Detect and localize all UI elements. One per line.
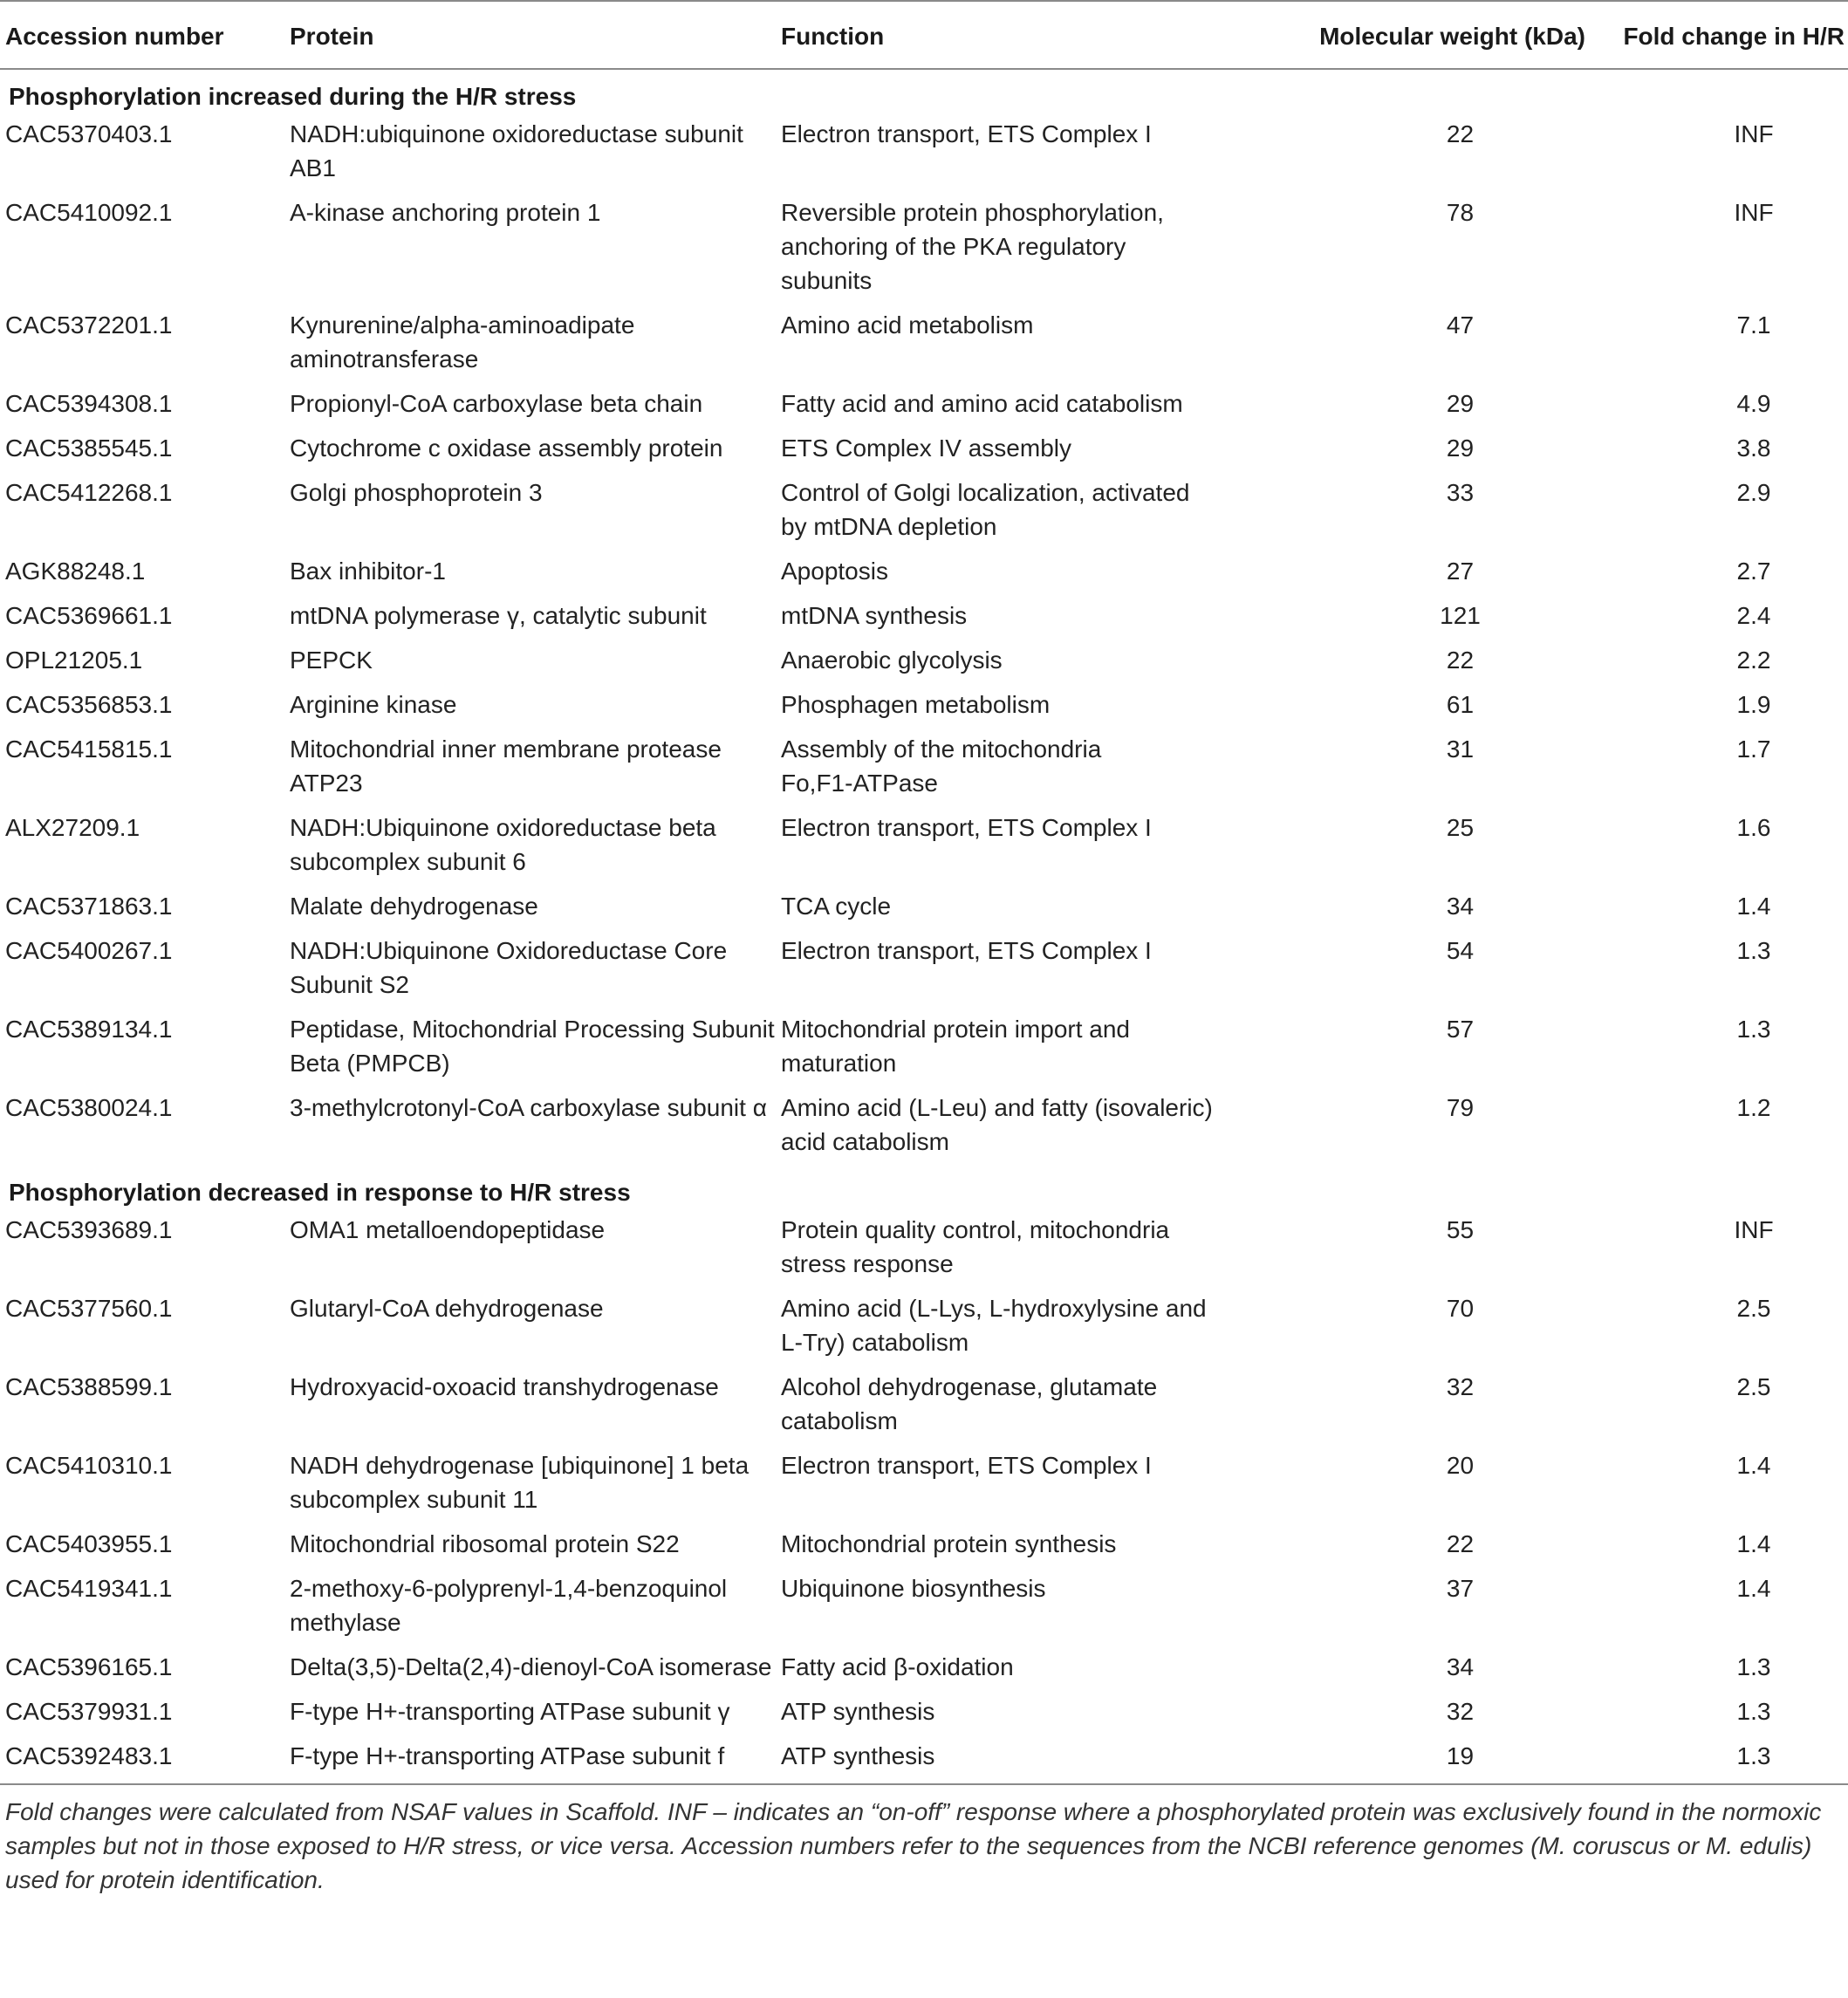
cell-fold-change <box>1598 1009 1848 1087</box>
cell-protein <box>290 729 781 807</box>
cell-molecular-weight <box>1217 192 1598 304</box>
cell-fold-change-text: INF <box>1734 120 1774 147</box>
cell-fold-change <box>1598 729 1848 807</box>
section-title: Phosphorylation decreased in response to H/R stress <box>9 1179 631 1206</box>
cell-molecular-weight-text: 37 <box>1446 1575 1475 1602</box>
cell-molecular-weight-text: 22 <box>1446 1530 1475 1557</box>
header-row <box>0 1 1848 69</box>
cell-accession <box>0 930 290 1009</box>
table-header <box>0 1 1848 69</box>
cell-molecular-weight-text: 32 <box>1446 1373 1475 1400</box>
cell-molecular-weight <box>1217 383 1598 428</box>
cell-protein-text: Golgi phosphoprotein 3 <box>290 479 543 506</box>
cell-fold-change <box>1598 1366 1848 1445</box>
cell-fold-change <box>1598 192 1848 304</box>
cell-protein <box>290 1523 781 1568</box>
cell-protein <box>290 1691 781 1735</box>
cell-accession-text: CAC5371863.1 <box>5 893 173 920</box>
cell-function <box>781 729 1217 807</box>
cell-fold-change-text: INF <box>1734 199 1774 226</box>
cell-accession-text: ALX27209.1 <box>5 814 140 841</box>
cell-accession-text: CAC5369661.1 <box>5 602 173 629</box>
cell-protein <box>290 1568 781 1646</box>
table-row <box>0 640 1848 684</box>
cell-molecular-weight <box>1217 1009 1598 1087</box>
cell-fold-change <box>1598 1646 1848 1691</box>
cell-fold-change-text: 1.2 <box>1736 1094 1771 1121</box>
cell-fold-change <box>1598 1209 1848 1288</box>
cell-molecular-weight-text: 19 <box>1446 1742 1475 1769</box>
table-row <box>0 1646 1848 1691</box>
cell-function-text: Electron transport, ETS Complex I <box>781 814 1152 841</box>
cell-function <box>781 551 1217 595</box>
cell-accession-text: CAC5394308.1 <box>5 390 173 417</box>
cell-protein-text: F-type H+-transporting ATPase subunit f <box>290 1742 725 1769</box>
cell-function <box>781 383 1217 428</box>
cell-protein-text: Hydroxyacid-oxoacid transhydrogenase <box>290 1373 719 1400</box>
cell-protein <box>290 1735 781 1784</box>
cell-function <box>781 428 1217 472</box>
table-row <box>0 472 1848 551</box>
cell-molecular-weight-text: 34 <box>1446 1653 1475 1680</box>
cell-accession <box>0 684 290 729</box>
cell-function-text: Electron transport, ETS Complex I <box>781 937 1152 964</box>
cell-molecular-weight-text: 61 <box>1446 691 1475 718</box>
cell-fold-change <box>1598 807 1848 886</box>
cell-accession <box>0 113 290 192</box>
cell-function-text: Protein quality control, mitochondria stress response <box>781 1216 1170 1277</box>
cell-accession <box>0 192 290 304</box>
cell-protein <box>290 1009 781 1087</box>
cell-function <box>781 1735 1217 1784</box>
cell-function-text: Amino acid (L-Leu) and fatty (isovaleric) acid catabolism <box>781 1094 1213 1155</box>
table-row <box>0 1366 1848 1445</box>
cell-fold-change-text: INF <box>1734 1216 1774 1243</box>
cell-molecular-weight <box>1217 729 1598 807</box>
cell-accession-text: CAC5400267.1 <box>5 937 173 964</box>
table-footnote: Fold changes were calculated from NSAF values in Scaffold. INF – indicates an “on-off” response where a phosphorylated protein was exclusively found in the normoxic samples but not in those exposed to H/R stress, or vice versa. Accession numbers refer to the sequences from the NCBI reference genomes (M. coruscus or M. edulis) used for protein identification. <box>5 1798 1822 1893</box>
cell-protein <box>290 807 781 886</box>
cell-function-text: Fatty acid and amino acid catabolism <box>781 390 1183 417</box>
cell-fold-change-text: 1.4 <box>1736 1452 1771 1479</box>
cell-function <box>781 1568 1217 1646</box>
cell-molecular-weight-text: 78 <box>1446 199 1475 226</box>
cell-accession-text: CAC5412268.1 <box>5 479 173 506</box>
cell-accession-text: CAC5393689.1 <box>5 1216 173 1243</box>
cell-function-text-line2: Fo,F1-ATPase <box>781 770 938 797</box>
cell-molecular-weight-text: 57 <box>1446 1016 1475 1043</box>
cell-protein-text: 3-methylcrotonyl-CoA carboxylase subunit α <box>290 1094 767 1121</box>
cell-fold-change <box>1598 1523 1848 1568</box>
cell-molecular-weight-text: 33 <box>1446 479 1475 506</box>
cell-function <box>781 304 1217 383</box>
cell-protein-text: NADH:Ubiquinone oxidoreductase beta subcomplex subunit 6 <box>290 814 716 875</box>
cell-fold-change <box>1598 383 1848 428</box>
table-row <box>0 886 1848 930</box>
section-title: Phosphorylation increased during the H/R stress <box>9 83 577 110</box>
cell-function-text: Mitochondrial protein synthesis <box>781 1530 1117 1557</box>
cell-accession-text: CAC5392483.1 <box>5 1742 173 1769</box>
cell-function <box>781 113 1217 192</box>
cell-molecular-weight <box>1217 640 1598 684</box>
cell-molecular-weight <box>1217 930 1598 1009</box>
cell-accession <box>0 1009 290 1087</box>
cell-accession-text: CAC5388599.1 <box>5 1373 173 1400</box>
cell-protein <box>290 1209 781 1288</box>
cell-fold-change <box>1598 1445 1848 1523</box>
cell-protein <box>290 1288 781 1366</box>
cell-fold-change <box>1598 1735 1848 1784</box>
table-row <box>0 383 1848 428</box>
cell-protein-text: Kynurenine/alpha-aminoadipate aminotransferase <box>290 311 635 373</box>
cell-function <box>781 1445 1217 1523</box>
cell-function <box>781 930 1217 1009</box>
table-row <box>0 1445 1848 1523</box>
cell-protein-text: Propionyl-CoA carboxylase beta chain <box>290 390 703 417</box>
cell-protein-text-line2: methylase <box>290 1609 401 1636</box>
cell-accession <box>0 807 290 886</box>
cell-function <box>781 684 1217 729</box>
cell-molecular-weight-text: 31 <box>1446 736 1475 763</box>
cell-function <box>781 1209 1217 1288</box>
cell-accession <box>0 551 290 595</box>
cell-molecular-weight <box>1217 1288 1598 1366</box>
cell-function-text: Ubiquinone biosynthesis <box>781 1575 1046 1602</box>
cell-protein-text: Mitochondrial ribosomal protein S22 <box>290 1530 680 1557</box>
cell-molecular-weight-text: 47 <box>1446 311 1475 339</box>
cell-accession <box>0 1288 290 1366</box>
cell-protein-text: Peptidase, Mitochondrial Processing Subunit Beta (PMPCB) <box>290 1016 775 1077</box>
cell-fold-change <box>1598 113 1848 192</box>
cell-fold-change-text: 1.9 <box>1736 691 1771 718</box>
cell-molecular-weight <box>1217 886 1598 930</box>
cell-function-text: Assembly of the mitochondria <box>781 736 1102 763</box>
cell-fold-change-text: 2.9 <box>1736 479 1771 506</box>
cell-molecular-weight-text: 54 <box>1446 937 1475 964</box>
cell-function <box>781 1366 1217 1445</box>
cell-fold-change <box>1598 1288 1848 1366</box>
cell-function <box>781 1646 1217 1691</box>
cell-molecular-weight-text: 29 <box>1446 390 1475 417</box>
cell-molecular-weight <box>1217 1523 1598 1568</box>
cell-accession <box>0 729 290 807</box>
cell-function <box>781 472 1217 551</box>
cell-protein <box>290 304 781 383</box>
table-row <box>0 807 1848 886</box>
table-row <box>0 1209 1848 1288</box>
cell-fold-change-text: 1.3 <box>1736 1016 1771 1043</box>
cell-fold-change-text: 2.2 <box>1736 647 1771 674</box>
table-row <box>0 1009 1848 1087</box>
cell-function <box>781 807 1217 886</box>
cell-accession-text: CAC5415815.1 <box>5 736 173 763</box>
cell-function <box>781 1288 1217 1366</box>
cell-accession <box>0 428 290 472</box>
cell-fold-change-text: 1.3 <box>1736 1698 1771 1725</box>
header-fold-change: Fold change in H/R <box>1623 23 1845 50</box>
cell-accession-text: CAC5379931.1 <box>5 1698 173 1725</box>
cell-molecular-weight <box>1217 428 1598 472</box>
cell-function <box>781 1523 1217 1568</box>
cell-accession-text: CAC5419341.1 <box>5 1575 173 1602</box>
table-row <box>0 1568 1848 1646</box>
cell-accession-text: CAC5385545.1 <box>5 434 173 462</box>
cell-molecular-weight <box>1217 1209 1598 1288</box>
header-protein: Protein <box>290 23 374 50</box>
cell-function <box>781 595 1217 640</box>
cell-accession-text: CAC5389134.1 <box>5 1016 173 1043</box>
header-function: Function <box>781 23 885 50</box>
cell-accession <box>0 1568 290 1646</box>
cell-molecular-weight <box>1217 1087 1598 1166</box>
section-header-row <box>0 69 1848 113</box>
cell-protein-text: Delta(3,5)-Delta(2,4)-dienoyl-CoA isomerase <box>290 1653 772 1680</box>
cell-accession <box>0 383 290 428</box>
cell-protein-text: Malate dehydrogenase <box>290 893 538 920</box>
table-body <box>0 69 1848 1784</box>
cell-protein-text: OMA1 metalloendopeptidase <box>290 1216 606 1243</box>
cell-fold-change <box>1598 595 1848 640</box>
cell-accession <box>0 304 290 383</box>
cell-fold-change-text: 1.3 <box>1736 1742 1771 1769</box>
cell-function-text: ETS Complex IV assembly <box>781 434 1071 462</box>
cell-molecular-weight-text: 27 <box>1446 558 1475 585</box>
cell-accession-text: CAC5370403.1 <box>5 120 173 147</box>
cell-protein-text: 2-methoxy-6-polyprenyl-1,4-benzoquinol <box>290 1575 728 1602</box>
cell-fold-change-text: 2.5 <box>1736 1373 1771 1400</box>
table-row <box>0 1523 1848 1568</box>
cell-accession <box>0 1523 290 1568</box>
cell-protein-text: mtDNA polymerase γ, catalytic subunit <box>290 602 707 629</box>
cell-molecular-weight-text: 25 <box>1446 814 1475 841</box>
cell-accession-text: CAC5380024.1 <box>5 1094 173 1121</box>
cell-protein <box>290 472 781 551</box>
cell-molecular-weight <box>1217 304 1598 383</box>
cell-protein <box>290 113 781 192</box>
table-row <box>0 304 1848 383</box>
cell-protein <box>290 1445 781 1523</box>
cell-accession <box>0 1691 290 1735</box>
cell-fold-change <box>1598 640 1848 684</box>
table-row <box>0 684 1848 729</box>
cell-fold-change <box>1598 930 1848 1009</box>
cell-fold-change <box>1598 472 1848 551</box>
cell-function-text: Amino acid (L-Lys, L-hydroxylysine and L-Try) catabolism <box>781 1295 1207 1356</box>
cell-molecular-weight <box>1217 1646 1598 1691</box>
cell-molecular-weight <box>1217 1691 1598 1735</box>
cell-function-text: Mitochondrial protein import and maturation <box>781 1016 1130 1077</box>
cell-molecular-weight-text: 32 <box>1446 1698 1475 1725</box>
cell-molecular-weight <box>1217 113 1598 192</box>
cell-fold-change <box>1598 1691 1848 1735</box>
cell-protein-text: NADH dehydrogenase [ubiquinone] 1 beta subcomplex subunit 11 <box>290 1452 749 1513</box>
cell-function <box>781 1087 1217 1166</box>
cell-fold-change <box>1598 684 1848 729</box>
cell-accession <box>0 640 290 684</box>
cell-molecular-weight-text: 55 <box>1446 1216 1475 1243</box>
table-row <box>0 1735 1848 1784</box>
cell-protein-text: Cytochrome c oxidase assembly protein <box>290 434 723 462</box>
cell-protein-text: PEPCK <box>290 647 373 674</box>
section-header-row <box>0 1166 1848 1209</box>
table-row <box>0 192 1848 304</box>
cell-molecular-weight <box>1217 1445 1598 1523</box>
cell-molecular-weight <box>1217 595 1598 640</box>
cell-protein <box>290 1366 781 1445</box>
cell-protein-text: A-kinase anchoring protein 1 <box>290 199 601 226</box>
cell-molecular-weight <box>1217 807 1598 886</box>
cell-fold-change-text: 1.4 <box>1736 1575 1771 1602</box>
cell-function-text: Control of Golgi localization, activated by mtDNA depletion <box>781 479 1190 540</box>
cell-protein-text: NADH:ubiquinone oxidoreductase subunit AB1 <box>290 120 743 181</box>
cell-fold-change-text: 1.3 <box>1736 1653 1771 1680</box>
cell-function <box>781 1691 1217 1735</box>
cell-protein <box>290 383 781 428</box>
cell-function-text: TCA cycle <box>781 893 892 920</box>
cell-function-text: Reversible protein phosphorylation, anchoring of the PKA regulatory subunits <box>781 199 1164 294</box>
cell-fold-change-text: 7.1 <box>1736 311 1771 339</box>
cell-molecular-weight-text: 20 <box>1446 1452 1475 1479</box>
cell-molecular-weight <box>1217 551 1598 595</box>
cell-fold-change <box>1598 1087 1848 1166</box>
cell-protein-text: NADH:Ubiquinone Oxidoreductase Core Subunit S2 <box>290 937 728 998</box>
cell-molecular-weight <box>1217 684 1598 729</box>
cell-protein <box>290 886 781 930</box>
cell-molecular-weight <box>1217 1568 1598 1646</box>
cell-fold-change-text: 2.5 <box>1736 1295 1771 1322</box>
cell-fold-change <box>1598 428 1848 472</box>
cell-protein <box>290 640 781 684</box>
cell-molecular-weight-text: 121 <box>1440 602 1481 629</box>
cell-function-text: Anaerobic glycolysis <box>781 647 1003 674</box>
cell-molecular-weight <box>1217 1366 1598 1445</box>
cell-accession <box>0 1087 290 1166</box>
cell-function <box>781 1009 1217 1087</box>
cell-fold-change <box>1598 304 1848 383</box>
cell-accession-text: CAC5377560.1 <box>5 1295 173 1322</box>
cell-function-text: Electron transport, ETS Complex I <box>781 120 1152 147</box>
cell-molecular-weight-text: 29 <box>1446 434 1475 462</box>
cell-fold-change-text: 1.7 <box>1736 736 1771 763</box>
table-row <box>0 551 1848 595</box>
header-molecular-weight: Molecular weight (kDa) <box>1319 23 1585 50</box>
cell-function <box>781 886 1217 930</box>
cell-molecular-weight <box>1217 472 1598 551</box>
cell-function-text: Apoptosis <box>781 558 888 585</box>
cell-accession <box>0 886 290 930</box>
table-row <box>0 729 1848 807</box>
cell-function <box>781 640 1217 684</box>
header-accession: Accession number <box>5 23 224 50</box>
table-row <box>0 1288 1848 1366</box>
cell-protein <box>290 1646 781 1691</box>
cell-fold-change-text: 1.4 <box>1736 893 1771 920</box>
cell-accession-text: CAC5372201.1 <box>5 311 173 339</box>
cell-function-text: Amino acid metabolism <box>781 311 1034 339</box>
cell-accession-text: CAC5410092.1 <box>5 199 173 226</box>
cell-protein <box>290 428 781 472</box>
cell-protein-text: Glutaryl-CoA dehydrogenase <box>290 1295 604 1322</box>
table-row <box>0 595 1848 640</box>
cell-protein <box>290 684 781 729</box>
cell-molecular-weight-text: 22 <box>1446 120 1475 147</box>
cell-accession <box>0 1445 290 1523</box>
cell-fold-change-text: 1.4 <box>1736 1530 1771 1557</box>
cell-protein <box>290 551 781 595</box>
cell-function-text: Alcohol dehydrogenase, glutamate catabolism <box>781 1373 1158 1434</box>
cell-protein-text: F-type H+-transporting ATPase subunit γ <box>290 1698 730 1725</box>
cell-fold-change-text: 2.7 <box>1736 558 1771 585</box>
cell-protein-text: Bax inhibitor-1 <box>290 558 446 585</box>
cell-function-text: Electron transport, ETS Complex I <box>781 1452 1152 1479</box>
cell-molecular-weight-text: 79 <box>1446 1094 1475 1121</box>
cell-fold-change-text: 1.6 <box>1736 814 1771 841</box>
cell-fold-change <box>1598 551 1848 595</box>
cell-accession-text: CAC5356853.1 <box>5 691 173 718</box>
table-row <box>0 1087 1848 1166</box>
table-row <box>0 428 1848 472</box>
cell-accession <box>0 1646 290 1691</box>
cell-accession-text: AGK88248.1 <box>5 558 146 585</box>
cell-accession <box>0 595 290 640</box>
cell-protein <box>290 595 781 640</box>
cell-accession-text: CAC5396165.1 <box>5 1653 173 1680</box>
cell-function-text: Fatty acid β-oxidation <box>781 1653 1014 1680</box>
cell-function-text: mtDNA synthesis <box>781 602 968 629</box>
cell-protein <box>290 1087 781 1166</box>
cell-accession <box>0 1209 290 1288</box>
cell-molecular-weight-text: 34 <box>1446 893 1475 920</box>
cell-fold-change-text: 1.3 <box>1736 937 1771 964</box>
cell-protein-text: Mitochondrial inner membrane protease ATP23 <box>290 736 722 797</box>
cell-protein <box>290 930 781 1009</box>
cell-function-text: Phosphagen metabolism <box>781 691 1051 718</box>
cell-accession-text: CAC5410310.1 <box>5 1452 173 1479</box>
cell-molecular-weight <box>1217 1735 1598 1784</box>
cell-molecular-weight-text: 70 <box>1446 1295 1475 1322</box>
cell-fold-change-text: 4.9 <box>1736 390 1771 417</box>
cell-accession <box>0 1366 290 1445</box>
table-row <box>0 1691 1848 1735</box>
cell-function-text: ATP synthesis <box>781 1698 935 1725</box>
cell-function <box>781 192 1217 304</box>
cell-accession-text: CAC5403955.1 <box>5 1530 173 1557</box>
cell-fold-change <box>1598 886 1848 930</box>
table-row <box>0 113 1848 192</box>
cell-fold-change-text: 2.4 <box>1736 602 1771 629</box>
cell-protein-text: Arginine kinase <box>290 691 457 718</box>
cell-protein <box>290 192 781 304</box>
cell-fold-change-text: 3.8 <box>1736 434 1771 462</box>
table-row <box>0 930 1848 1009</box>
cell-function-text: ATP synthesis <box>781 1742 935 1769</box>
cell-fold-change <box>1598 1568 1848 1646</box>
cell-accession <box>0 1735 290 1784</box>
cell-accession <box>0 472 290 551</box>
cell-accession-text: OPL21205.1 <box>5 647 143 674</box>
cell-molecular-weight-text: 22 <box>1446 647 1475 674</box>
